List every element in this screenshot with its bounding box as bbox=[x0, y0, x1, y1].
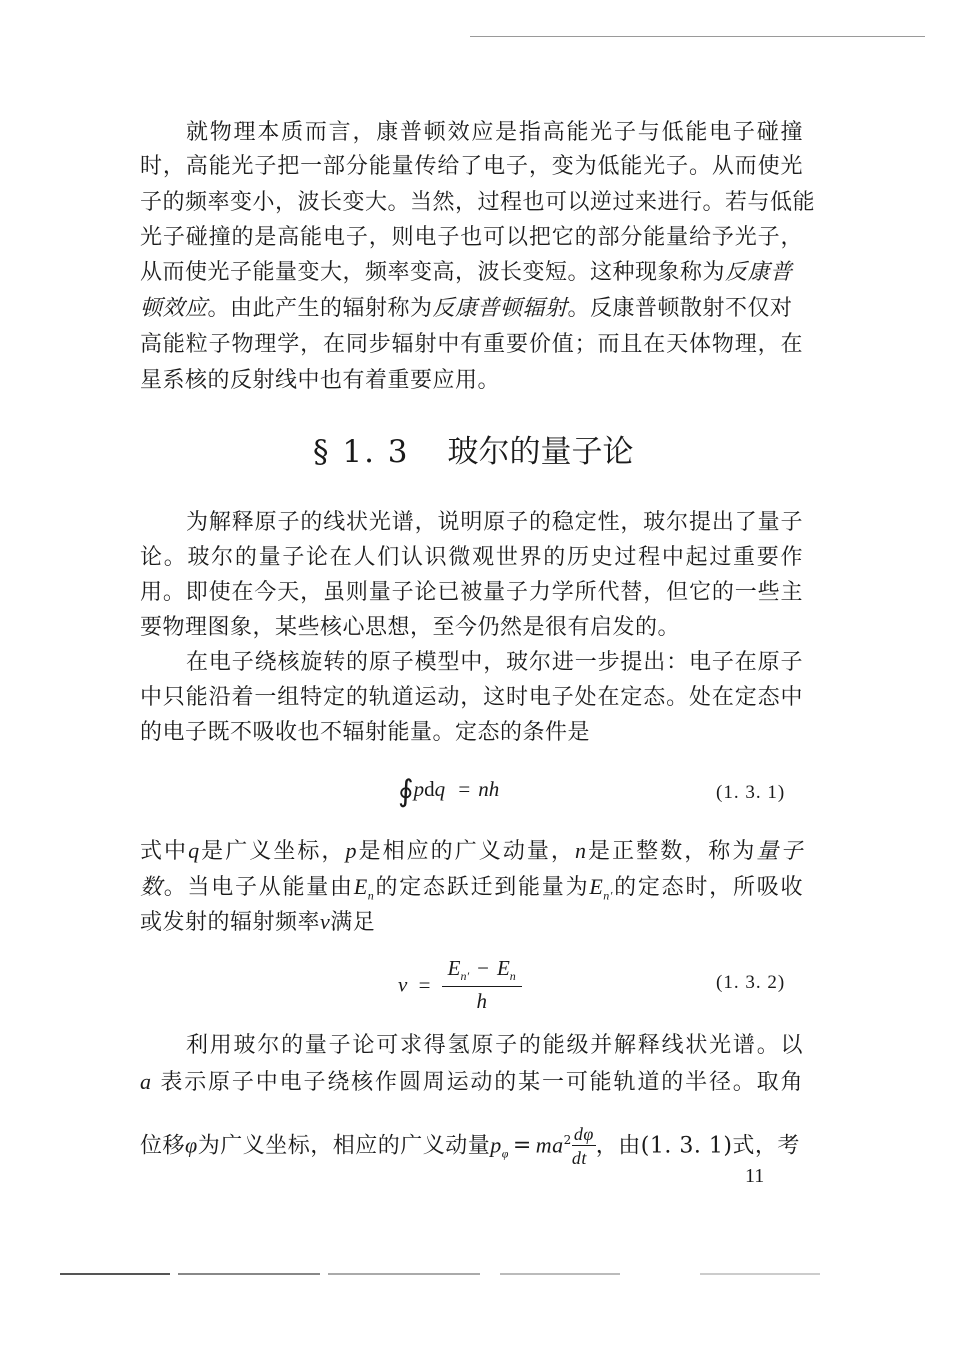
p4-q: q bbox=[188, 838, 200, 863]
eq2-fraction bbox=[442, 956, 522, 1014]
p5-eq: = bbox=[512, 1133, 532, 1159]
para2-line3: 用。即使在今天，虽则量子论已被量子力学所代替，但它的一些主 bbox=[140, 580, 803, 605]
p4-l2-c: 的定态跃迁到能量为 bbox=[374, 875, 590, 900]
para5-line1: 利用玻尔的量子论可求得氢原子的能级并解释线状光谱。以 bbox=[186, 1033, 803, 1058]
eq2-E1: E bbox=[447, 956, 461, 980]
para2-line1: 为解释原子的线状光谱，说明原子的稳定性，玻尔提出了量子 bbox=[186, 510, 803, 535]
page-number: 11 bbox=[745, 1165, 765, 1187]
para1-line2: 时，高能光子把一部分能量传给了电子，变为低能光子。从而使光 bbox=[140, 154, 803, 179]
eq1-p: p bbox=[413, 777, 425, 801]
p4-n: n bbox=[574, 838, 587, 863]
p4-En2-sub: n′ bbox=[603, 888, 613, 903]
p5-sup2: 2 bbox=[563, 1133, 572, 1147]
para5-line3 bbox=[140, 1118, 803, 1169]
eq2-E1-sub: n′ bbox=[460, 969, 470, 984]
para5-line2 bbox=[140, 1067, 803, 1097]
para2-line4: 要物理图象，某些核心思想，至今仍然是很有启发的。 bbox=[140, 615, 681, 640]
eq2-equals: = bbox=[418, 972, 431, 997]
para1-line6-text-a: 。由此产生的辐射称为 bbox=[207, 296, 433, 321]
eq2-E2: E bbox=[496, 956, 510, 980]
para1-line1: 就物理本质而言，康普顿效应是指高能光子与低能电子碰撞 bbox=[186, 120, 803, 145]
eq2-minus: − bbox=[477, 956, 489, 980]
p5-l3-a: 位移 bbox=[140, 1133, 186, 1159]
p4-l2-d: 的定态时，所吸收 bbox=[612, 875, 803, 900]
eq1-rhs: nh bbox=[478, 777, 500, 801]
para3-line2: 中只能沿着一组特定的轨道运动，这时电子处在定态。处在定态中 bbox=[140, 685, 803, 710]
p4-l1-b: 是广义坐标， bbox=[199, 839, 346, 864]
para1-line7: 高能粒子物理学，在同步辐射中有重要价值；而且在天体物理，在 bbox=[140, 332, 803, 357]
para1-line6 bbox=[140, 294, 803, 324]
term-quantum-number-cont: 数 bbox=[140, 875, 164, 900]
para1-line8: 星系核的反射线中也有着重要应用。 bbox=[140, 368, 501, 393]
para1-line6-text-b: 。反康普顿散射不仅对 bbox=[567, 296, 793, 321]
p5-p-sub: φ bbox=[501, 1146, 509, 1161]
p5-ma: ma bbox=[535, 1132, 564, 1158]
section-title: 玻尔的量子论 bbox=[447, 434, 634, 470]
para3-line1: 在电子绕核旋转的原子模型中，玻尔进一步提出：电子在原子 bbox=[186, 650, 803, 675]
p5-dt: dt bbox=[571, 1148, 587, 1169]
p5-a: a bbox=[140, 1069, 152, 1094]
p5-phi: φ bbox=[185, 1132, 198, 1158]
p4-l1-d: 是正整数，称为 bbox=[586, 839, 757, 864]
eq1-equals: = bbox=[458, 777, 471, 801]
p4-l1-c: 是相应的广义动量， bbox=[356, 839, 575, 864]
section-heading bbox=[313, 430, 634, 474]
equation-1-number: (1. 3. 1) bbox=[716, 782, 786, 803]
p4-l2-b: 。当电子从能量由 bbox=[163, 875, 354, 900]
para1-line4: 光子碰撞的是高能电子，则电子也可以把它的部分能量给予光子， bbox=[140, 225, 803, 250]
term-inverse-compton-cont: 顿效应 bbox=[140, 296, 208, 321]
p5-l3-b: 为广义坐标，相应的广义动量 bbox=[197, 1133, 491, 1159]
para4-line1 bbox=[140, 836, 803, 866]
p4-p: p bbox=[345, 838, 357, 863]
p4-l1-a: 式中 bbox=[140, 839, 189, 864]
term-inverse-compton-radiation: 反康普顿辐射 bbox=[432, 296, 568, 321]
equation-2-number: (1. 3. 2) bbox=[716, 972, 786, 993]
eq2-numerator bbox=[442, 956, 522, 987]
para1-line3: 子的频率变小，波长变大。当然，过程也可以逆过来进行。若与低能 bbox=[140, 190, 816, 215]
equation-1 bbox=[398, 774, 499, 814]
contour-integral-sign: ∮ bbox=[398, 775, 414, 808]
para3-line3: 的电子既不吸收也不辐射能量。定态的条件是 bbox=[140, 720, 591, 745]
eq2-denominator: h bbox=[476, 989, 487, 1014]
p4-l3-b: 满足 bbox=[330, 910, 376, 935]
section-number: § 1. 3 bbox=[313, 434, 410, 470]
p4-En-sub: n bbox=[367, 888, 375, 903]
p5-dphi-dt bbox=[572, 1124, 596, 1168]
p5-p: p bbox=[490, 1132, 502, 1158]
term-inverse-compton: 反康普 bbox=[725, 260, 793, 285]
p4-l3-a: 或发射的辐射频率 bbox=[140, 910, 321, 935]
p5-l3-c: ，由(1. 3. 1)式，考 bbox=[595, 1133, 800, 1159]
term-quantum-number: 量子 bbox=[756, 839, 803, 864]
eq1-q: q bbox=[434, 777, 446, 801]
para2-line2: 论。玻尔的量子论在人们认识微观世界的历史过程中起过重要作 bbox=[140, 545, 803, 570]
p5-l2-b: 表示原子中电子绕核作圆周运动的某一可能轨道的半径。取角 bbox=[160, 1070, 803, 1095]
eq2-nu: ν bbox=[398, 972, 408, 997]
eq1-d: d bbox=[424, 777, 435, 801]
top-rule bbox=[470, 36, 925, 37]
eq2-E2-sub: n bbox=[509, 969, 516, 984]
p4-En: E bbox=[353, 874, 368, 899]
p5-dphi: dφ bbox=[573, 1124, 594, 1145]
bottom-rule bbox=[60, 1273, 880, 1275]
p4-En2: E bbox=[589, 874, 604, 899]
para1-line5-text: 从而使光子能量变大，频率变高，波长变短。这种现象称为 bbox=[140, 260, 726, 285]
equation-2 bbox=[398, 956, 522, 1012]
para4-line3 bbox=[140, 907, 803, 937]
para4-line2 bbox=[140, 872, 803, 902]
para1-line5 bbox=[140, 258, 803, 288]
p4-nu: ν bbox=[320, 909, 331, 934]
